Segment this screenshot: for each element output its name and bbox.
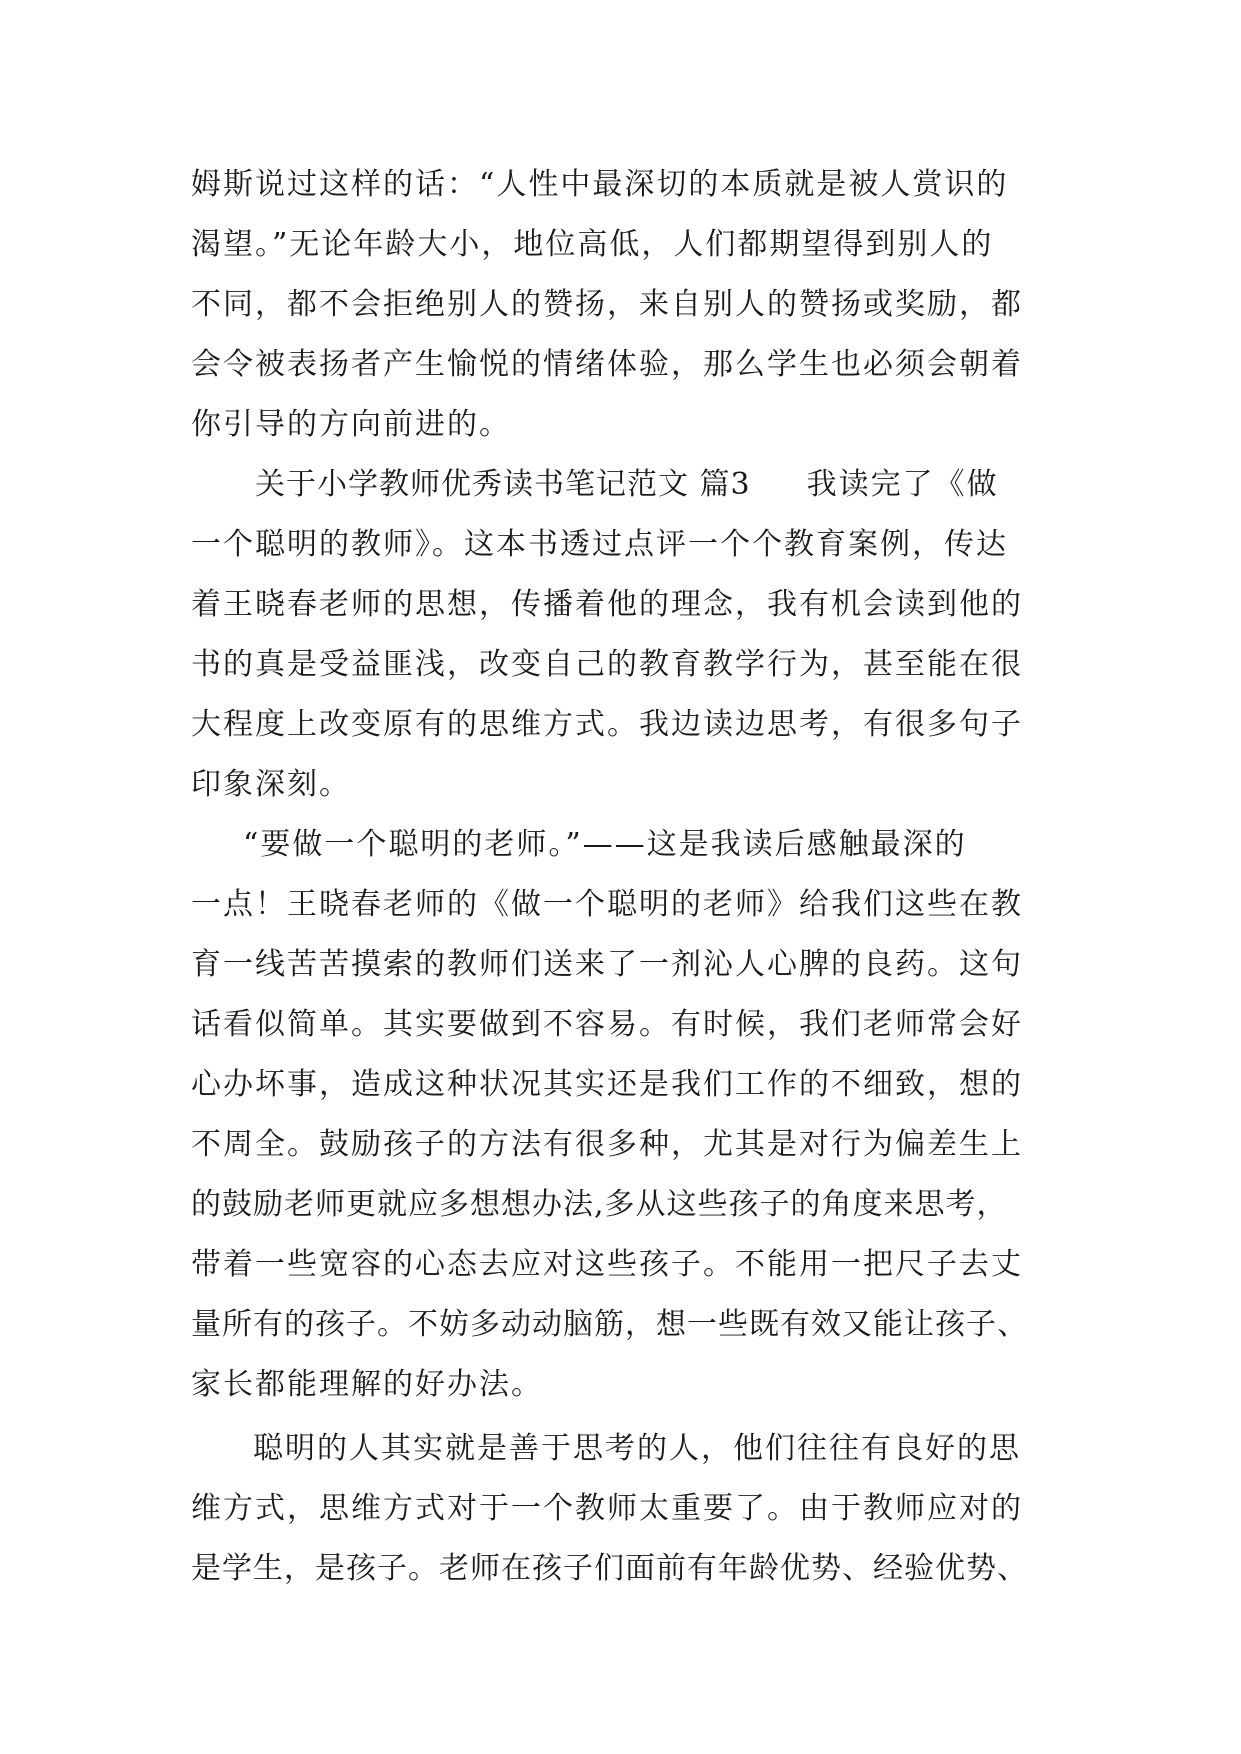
text-line: 家长都能理解的好办法。 [191, 1367, 543, 1402]
section-heading: 关于小学教师优秀读书笔记范文 篇3 [255, 467, 751, 502]
text-line: 一个聪明的教师》。这本书透过点评一个个教育案例，传达 [191, 527, 1008, 562]
text-line: 渴望。”无论年龄大小，地位高低，人们都期望得到别人的 [191, 227, 994, 262]
text-line: 一点！王晓春老师的《做一个聪明的老师》给我们这些在教 [191, 887, 1023, 922]
text-line: 着王晓春老师的思想，传播着他的理念，我有机会读到他的 [191, 587, 1023, 622]
text-line: 不周全。鼓励孩子的方法有很多种，尤其是对行为偏差生上 [191, 1127, 1023, 1162]
text-line: 量所有的孩子。不妨多动动脑筋，想一些既有效又能让孩子、 [191, 1307, 1028, 1342]
text-line: 话看似简单。其实要做到不容易。有时候，我们老师常会好 [191, 1007, 1023, 1042]
text-line: 维方式，思维方式对于一个教师太重要了。由于教师应对的 [191, 1491, 1023, 1526]
text-line: 聪明的人其实就是善于思考的人，他们往往有良好的思 [253, 1431, 1021, 1466]
text-line: 大程度上改变原有的思维方式。我边读边思考，有很多句子 [191, 707, 1023, 742]
text-line: 印象深刻。 [191, 767, 351, 802]
text-line: 是学生，是孩子。老师在孩子们面前有年龄优势、经验优势、 [191, 1551, 1028, 1586]
body-text [191, 155, 1051, 1599]
paragraph-3 [191, 815, 1051, 1415]
paragraph-lead: 我读完了《做 [806, 467, 999, 502]
text-line: 带着一些宽容的心态去应对这些孩子。不能用一把尺子去丈 [191, 1247, 1023, 1282]
text-line: 的鼓励老师更就应多想想办法,多从这些孩子的角度来思考， [191, 1187, 1008, 1222]
text-line: 会令被表扬者产生愉悦的情绪体验，那么学生也必须会朝着 [191, 347, 1023, 382]
text-line: 育一线苦苦摸索的教师们送来了一剂沁人心脾的良药。这句 [191, 947, 1023, 982]
text-line: 心办坏事，造成这种状况其实还是我们工作的不细致，想的 [191, 1067, 1023, 1102]
paragraph-2 [191, 455, 1051, 515]
text-line: 书的真是受益匪浅，改变自己的教育教学行为，甚至能在很 [191, 647, 1023, 682]
paragraph-4 [191, 1419, 1051, 1599]
paragraph-2-body [191, 515, 1051, 815]
text-line: 你引导的方向前进的。 [191, 407, 511, 442]
text-line: 姆斯说过这样的话：“人性中最深切的本质就是被人赏识的 [191, 167, 1009, 202]
paragraph-1 [191, 155, 1051, 455]
heading-line [191, 455, 1051, 515]
text-line: 不同，都不会拒绝别人的赞扬，来自别人的赞扬或奖励，都 [191, 287, 1023, 322]
text-line: “要做一个聪明的老师。”——这是我读后感触最深的 [243, 827, 967, 862]
